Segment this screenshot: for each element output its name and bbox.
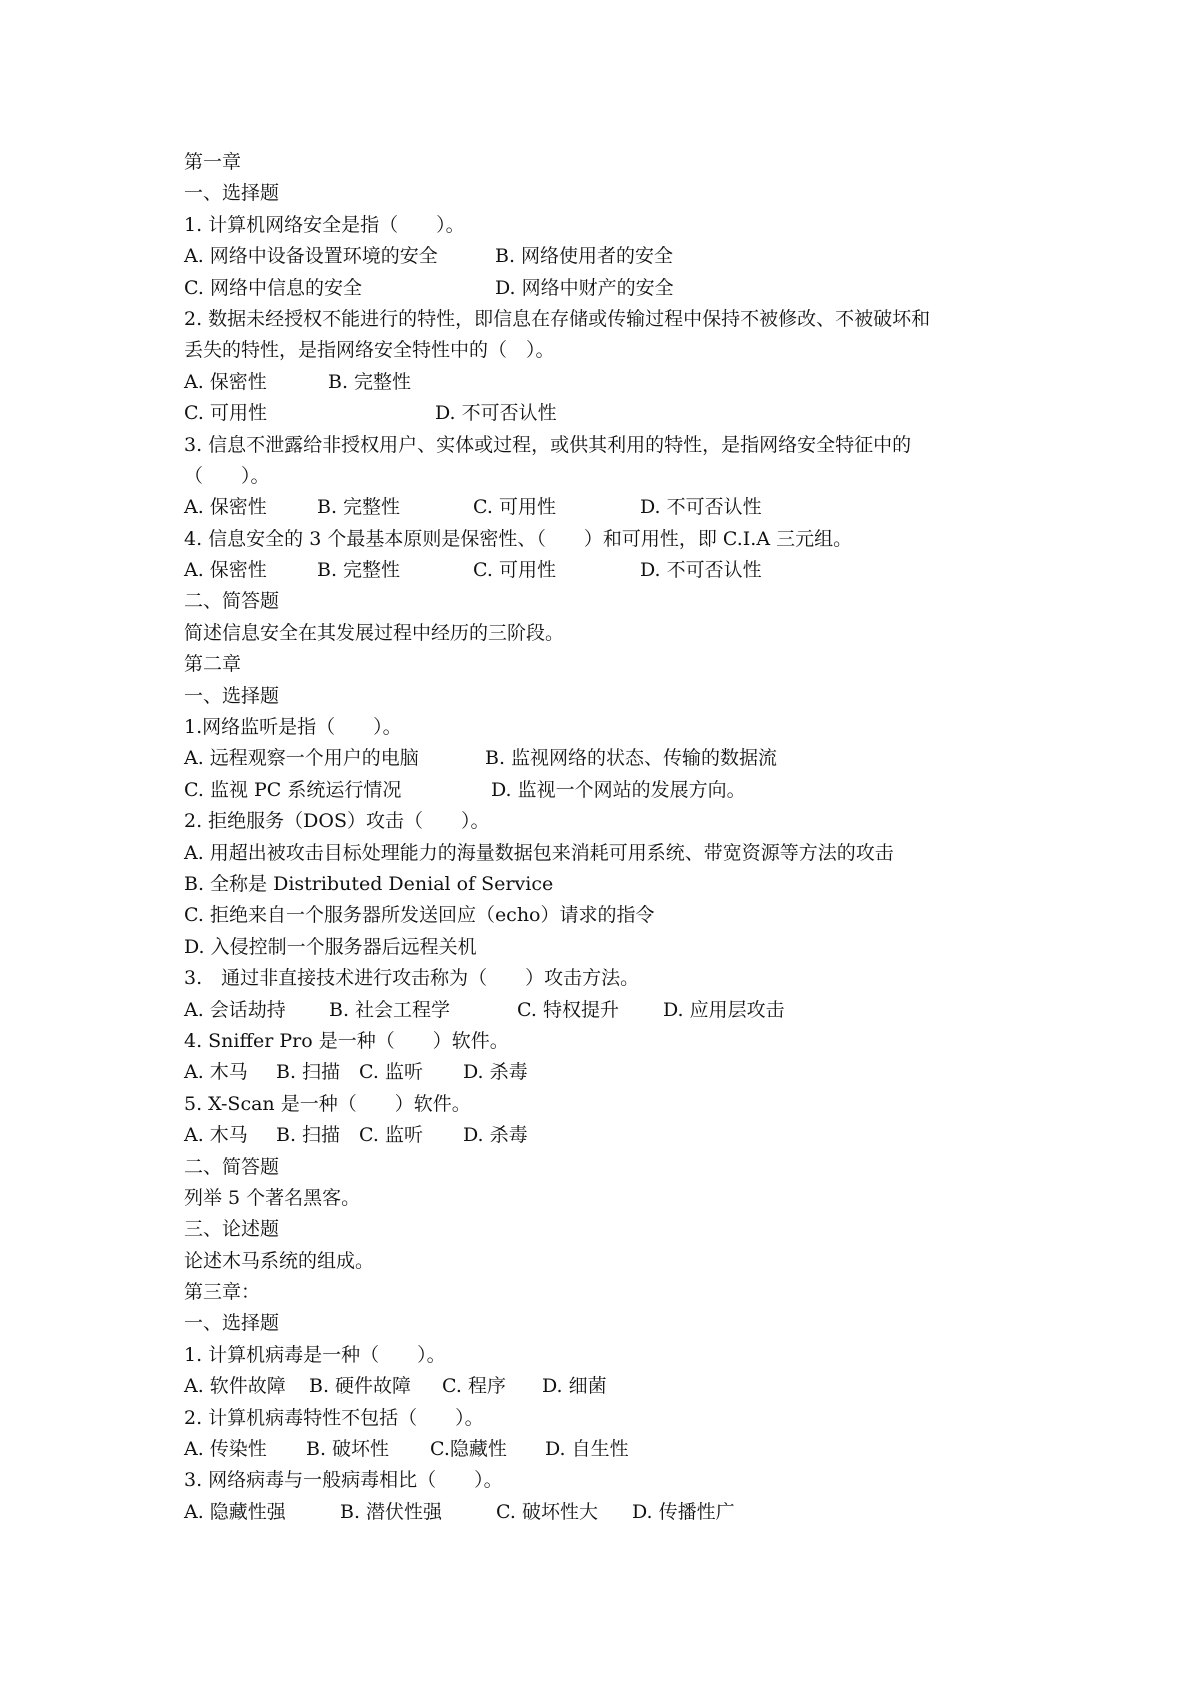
question-text: 简述信息安全在其发展过程中经历的三阶段。 [184, 621, 565, 644]
option-row [184, 273, 1024, 304]
section-heading: 二、简答题 [184, 590, 280, 613]
option-row [184, 743, 1024, 774]
option: D. 不可否认性 [435, 402, 557, 425]
option: A. 保密性 [184, 496, 267, 519]
option-row [184, 492, 1024, 523]
question-text: 3. 网络病毒与一般病毒相比（ ）。 [184, 1469, 503, 1492]
option: B. 硬件故障 [309, 1375, 412, 1398]
question-text: 2. 计算机病毒特性不包括（ ）。 [184, 1406, 484, 1429]
section-heading: 三、论述题 [184, 1218, 280, 1241]
option: B. 完整性 [317, 559, 401, 582]
option: C. 特权提升 [517, 998, 619, 1021]
option: D. 自生性 [545, 1438, 629, 1461]
option: A. 隐藏性强 [184, 1500, 286, 1523]
option: D. 杀毒 [463, 1061, 528, 1084]
question-text: 论述木马系统的组成。 [184, 1249, 375, 1272]
option: C. 可用性 [473, 496, 556, 519]
option: B. 完整性 [317, 496, 401, 519]
question-text: 3. 通过非直接技术进行攻击称为（ ）攻击方法。 [184, 967, 640, 990]
option: D. 不可否认性 [640, 496, 762, 519]
question-text: 2. 拒绝服务（DOS）攻击（ ）。 [184, 810, 490, 833]
chapter-1-title: 第一章 [184, 151, 242, 173]
section-heading: 一、选择题 [184, 684, 280, 707]
option: B. 潜伏性强 [340, 1500, 443, 1523]
option-row [184, 995, 1024, 1026]
option: D. 入侵控制一个服务器后远程关机 [184, 935, 477, 958]
question-text: 3. 信息不泄露给非授权用户、实体或过程，或供其利用的特性，是指网络安全特征中的 [184, 433, 912, 456]
option-row [184, 555, 1024, 586]
option: B. 社会工程学 [329, 998, 451, 1021]
option: C. 可用性 [473, 559, 556, 582]
question-text: 2. 数据未经授权不能进行的特性，即信息在存储或传输过程中保持不被修改、不被破坏和 [184, 307, 931, 330]
option: A. 保密性 [184, 559, 267, 582]
option: A. 远程观察一个用户的电脑 [184, 747, 419, 770]
option-row [184, 775, 1024, 806]
question-text: 1.网络监听是指（ ）。 [184, 716, 402, 739]
section-heading: 一、选择题 [184, 182, 280, 205]
option: C. 监视 PC 系统运行情况 [184, 778, 402, 801]
option: D. 传播性广 [632, 1500, 735, 1523]
question-text: 4. 信息安全的 3 个最基本原则是保密性、（ ）和可用性，即 C.I.A 三元组。 [184, 527, 853, 550]
option: A. 保密性 [184, 370, 267, 393]
option-row [184, 241, 1024, 272]
option: D. 不可否认性 [640, 559, 762, 582]
option: C. 监听 [359, 1061, 423, 1084]
option-row [184, 1120, 1024, 1151]
question-text: 5. X-Scan 是一种（ ）软件。 [184, 1092, 471, 1115]
option: D. 细菌 [542, 1375, 607, 1398]
option: B. 破坏性 [306, 1438, 390, 1461]
option: A. 木马 [184, 1061, 248, 1084]
option: D. 监视一个网站的发展方向。 [491, 778, 746, 801]
question-text: 丢失的特性，是指网络安全特性中的（ ）。 [184, 339, 555, 362]
option: D. 应用层攻击 [663, 998, 785, 1021]
option: A. 网络中设备设置环境的安全 [184, 245, 438, 268]
option: A. 会话劫持 [184, 998, 286, 1021]
option: B. 扫描 [276, 1061, 341, 1084]
option-row [184, 398, 1024, 429]
option: A. 木马 [184, 1124, 248, 1147]
question-text: 4. Sniffer Pro 是一种（ ）软件。 [184, 1029, 509, 1052]
option-row [184, 1434, 1024, 1465]
option: B. 完整性 [328, 370, 412, 393]
option: B. 监视网络的状态、传输的数据流 [485, 747, 778, 770]
option: D. 杀毒 [463, 1124, 528, 1147]
option: C. 网络中信息的安全 [184, 276, 362, 299]
option: B. 扫描 [276, 1124, 341, 1147]
section-heading: 一、选择题 [184, 1312, 280, 1335]
document-body [184, 147, 1024, 1528]
option: D. 网络中财产的安全 [495, 276, 674, 299]
option-row [184, 1497, 1024, 1528]
option: C. 程序 [442, 1375, 506, 1398]
option-row [184, 367, 1024, 398]
option: B. 网络使用者的安全 [495, 245, 674, 268]
option: A. 软件故障 [184, 1375, 286, 1398]
chapter-3-title: 第三章： [184, 1281, 261, 1304]
option: C. 拒绝来自一个服务器所发送回应（echo）请求的指令 [184, 904, 655, 927]
option: C. 可用性 [184, 402, 267, 425]
option: B. 全称是 Distributed Denial of Service [184, 872, 554, 895]
option: C. 破坏性大 [496, 1500, 598, 1523]
section-heading: 二、简答题 [184, 1155, 280, 1178]
option: A. 用超出被攻击目标处理能力的海量数据包来消耗可用系统、带宽资源等方法的攻击 [184, 841, 894, 864]
option-row [184, 1371, 1024, 1402]
question-text: 1. 计算机病毒是一种（ ）。 [184, 1343, 446, 1366]
question-text: 1. 计算机网络安全是指（ ）。 [184, 213, 465, 236]
question-text: （ ）。 [184, 464, 270, 487]
option-row [184, 1057, 1024, 1088]
option: A. 传染性 [184, 1438, 267, 1461]
option: C.隐藏性 [430, 1438, 507, 1461]
question-text: 列举 5 个著名黑客。 [184, 1186, 361, 1209]
option: C. 监听 [359, 1124, 423, 1147]
chapter-2-title: 第二章 [184, 653, 242, 676]
